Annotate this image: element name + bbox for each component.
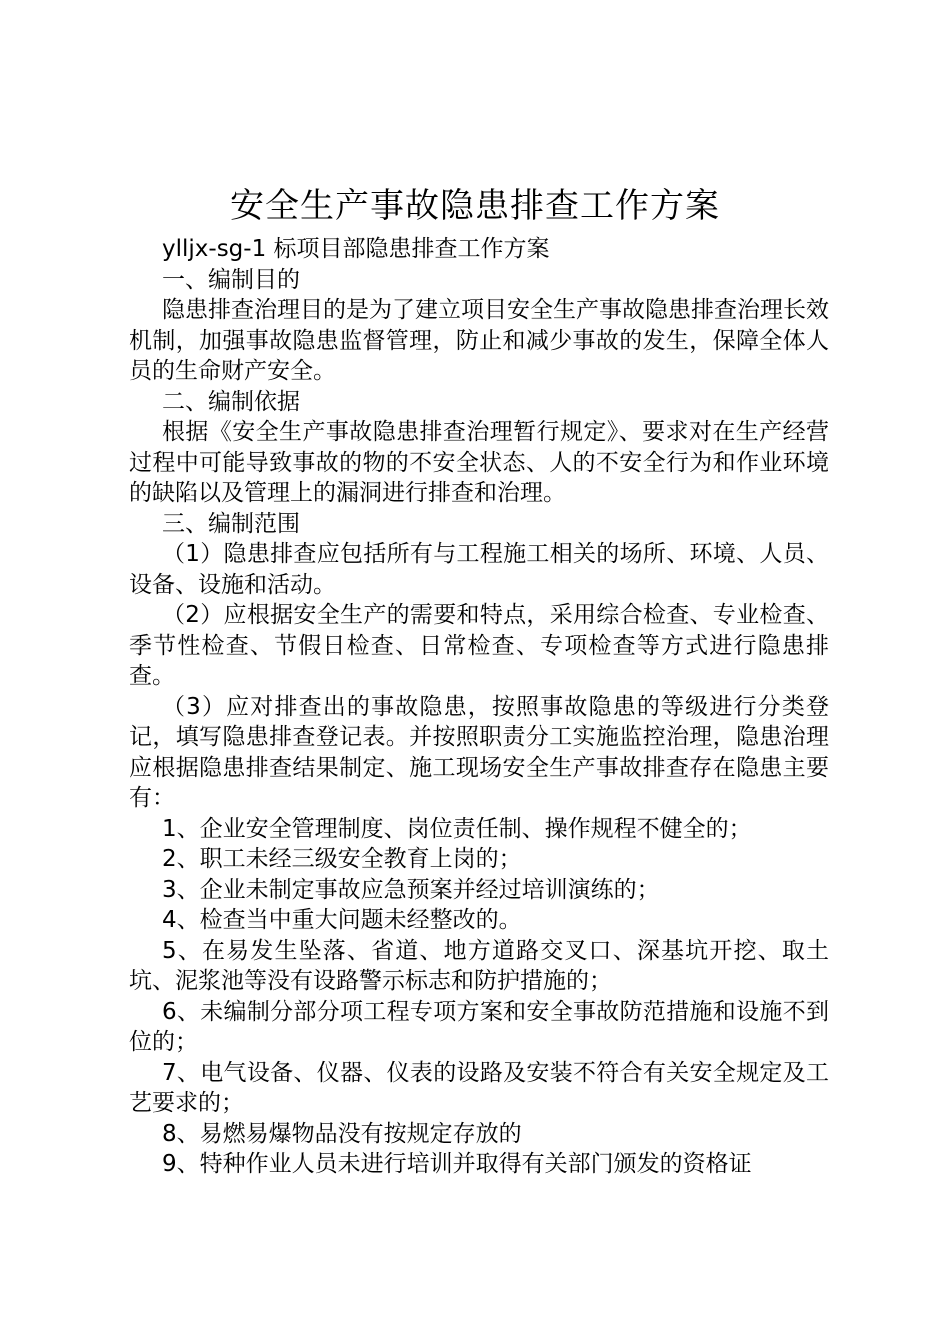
- hazard-item-2: 2、职工未经三级安全教育上岗的；: [162, 846, 522, 872]
- hazard-item-7: 7、电气设备、仪器、仪表的设路及安装不符合有关安全规定及工艺要求的；: [129, 1059, 829, 1116]
- section-heading-basis: 二、编制依据: [162, 388, 300, 415]
- hazard-item-4: 4、检查当中重大问题未经整改的。: [162, 907, 522, 933]
- hazard-item-9: 9、特种作业人员未进行培训并取得有关部门颁发的资格证: [162, 1151, 752, 1177]
- hazard-item-5: 5、在易发生坠落、省道、地方道路交叉口、深基坑开挖、取土坑、泥浆池等没有设路警示标志和防护措施的；: [129, 937, 829, 994]
- section-heading-purpose: 一、编制目的: [162, 266, 300, 293]
- paragraph-purpose: 隐患排查治理目的是为了建立项目安全生产事故隐患排查治理长效机制，加强事故隐患监督管理，防止和减少事故的发生，保障全体人员的生命财产安全。: [129, 297, 829, 384]
- paragraph-basis: 根据《安全生产事故隐患排查治理暂行规定》、要求对在生产经营过程中可能导致事故的物的不安全状态、人的不安全行为和作业环境的缺陷以及管理上的漏洞进行排查和治理。: [129, 419, 829, 506]
- section-heading-scope: 三、编制范围: [162, 510, 300, 537]
- hazard-item-6: 6、未编制分部分项工程专项方案和安全事故防范措施和设施不到位的；: [129, 998, 829, 1055]
- document-body: [129, 234, 829, 1180]
- scope-item-3: （3）应对排查出的事故隐患，按照事故隐患的等级进行分类登记，填写隐患排查登记表。并按照职责分工实施监控治理，隐患治理应根据隐患排查结果制定、施工现场安全生产事故排查存在隐患主要有：: [129, 693, 829, 811]
- project-subtitle: ylljx-sg-1 标项目部隐患排查工作方案: [162, 236, 550, 262]
- hazard-item-1: 1、企业安全管理制度、岗位责任制、操作规程不健全的；: [162, 815, 752, 842]
- hazard-item-3: 3、企业未制定事故应急预案并经过培训演练的；: [162, 876, 660, 903]
- scope-item-1: （1）隐患排查应包括所有与工程施工相关的场所、环境、人员、设备、设施和活动。: [129, 541, 829, 598]
- scope-item-2: （2）应根据安全生产的需要和特点，采用综合检查、专业检查、季节性检查、节假日检查、日常检查、专项检查等方式进行隐患排查。: [129, 602, 829, 689]
- document-title: 安全生产事故隐患排查工作方案: [230, 186, 720, 226]
- hazard-item-8: 8、易燃易爆物品没有按规定存放的: [162, 1120, 522, 1147]
